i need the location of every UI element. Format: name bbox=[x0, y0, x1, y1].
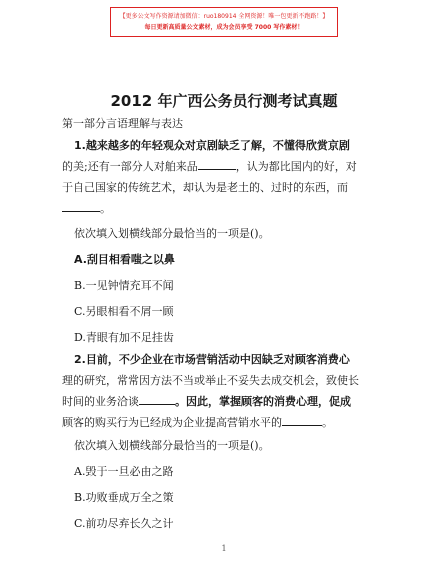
question-2-option-a: A.毁于一旦必由之路 bbox=[74, 465, 174, 478]
question-1-option-c: C.另眼相看不屑一顾 bbox=[74, 305, 174, 318]
question-2-option-c: C.前功尽弃长久之计 bbox=[74, 517, 174, 530]
answer-blank bbox=[62, 199, 100, 212]
promo-line-1: 【更多公文写作资源请加微信：ruo180914 全网资源！唯一包更新不跑路！】 bbox=[119, 13, 329, 20]
answer-blank bbox=[198, 157, 236, 170]
answer-blank bbox=[282, 413, 322, 426]
promo-line-2: 每日更新高质量公文素材，成为会员享受 7000 写作素材！ bbox=[144, 24, 304, 31]
question-2-line-4: 顾客的购买行为已经成为企业提高营销水平的 。 bbox=[62, 412, 378, 433]
question-2-line-2: 理的研究，常常因方法不当或举止不妥失去成交机会，致使长 bbox=[62, 374, 359, 387]
question-2-option-b: B.功败垂成万全之策 bbox=[74, 491, 174, 504]
question-1 bbox=[62, 135, 378, 219]
question-1-line-3: 于自己国家的传统艺术，却认为是老土的、过时的东西，而 bbox=[62, 181, 348, 194]
question-1-line-1: 1.越来越多的年轻观众对京剧缺乏了解，不懂得欣赏京剧 bbox=[74, 139, 350, 152]
page-number: 1 bbox=[221, 544, 227, 553]
question-2-line-1: 2.目前，不少企业在市场营销活动中因缺乏对顾客消费心 bbox=[74, 353, 350, 366]
section-heading: 第一部分言语理解与表达 bbox=[62, 117, 183, 130]
question-1-line-4: 。 bbox=[62, 198, 378, 219]
question-1-line-2: 的美;还有一部分人对舶来品 ，认为都比国内的好，对 bbox=[62, 156, 378, 177]
answer-blank bbox=[139, 392, 175, 405]
question-1-stem: 依次填入划横线部分最恰当的一项是()。 bbox=[74, 227, 270, 240]
document-title: 2012 年广西公务员行测考试真题 bbox=[110, 92, 338, 110]
question-1-option-a: A.刮目相看嗤之以鼻 bbox=[74, 253, 175, 266]
question-2-stem: 依次填入划横线部分最恰当的一项是()。 bbox=[74, 439, 270, 452]
question-2-line-3: 时间的业务洽谈 。因此，掌握顾客的消费心理，促成 bbox=[62, 391, 378, 412]
promo-banner bbox=[110, 7, 338, 37]
question-1-option-b: B.一见钟情充耳不闻 bbox=[74, 279, 174, 292]
question-2 bbox=[62, 349, 378, 433]
question-1-option-d: D.青眼有加不足挂齿 bbox=[74, 331, 174, 344]
